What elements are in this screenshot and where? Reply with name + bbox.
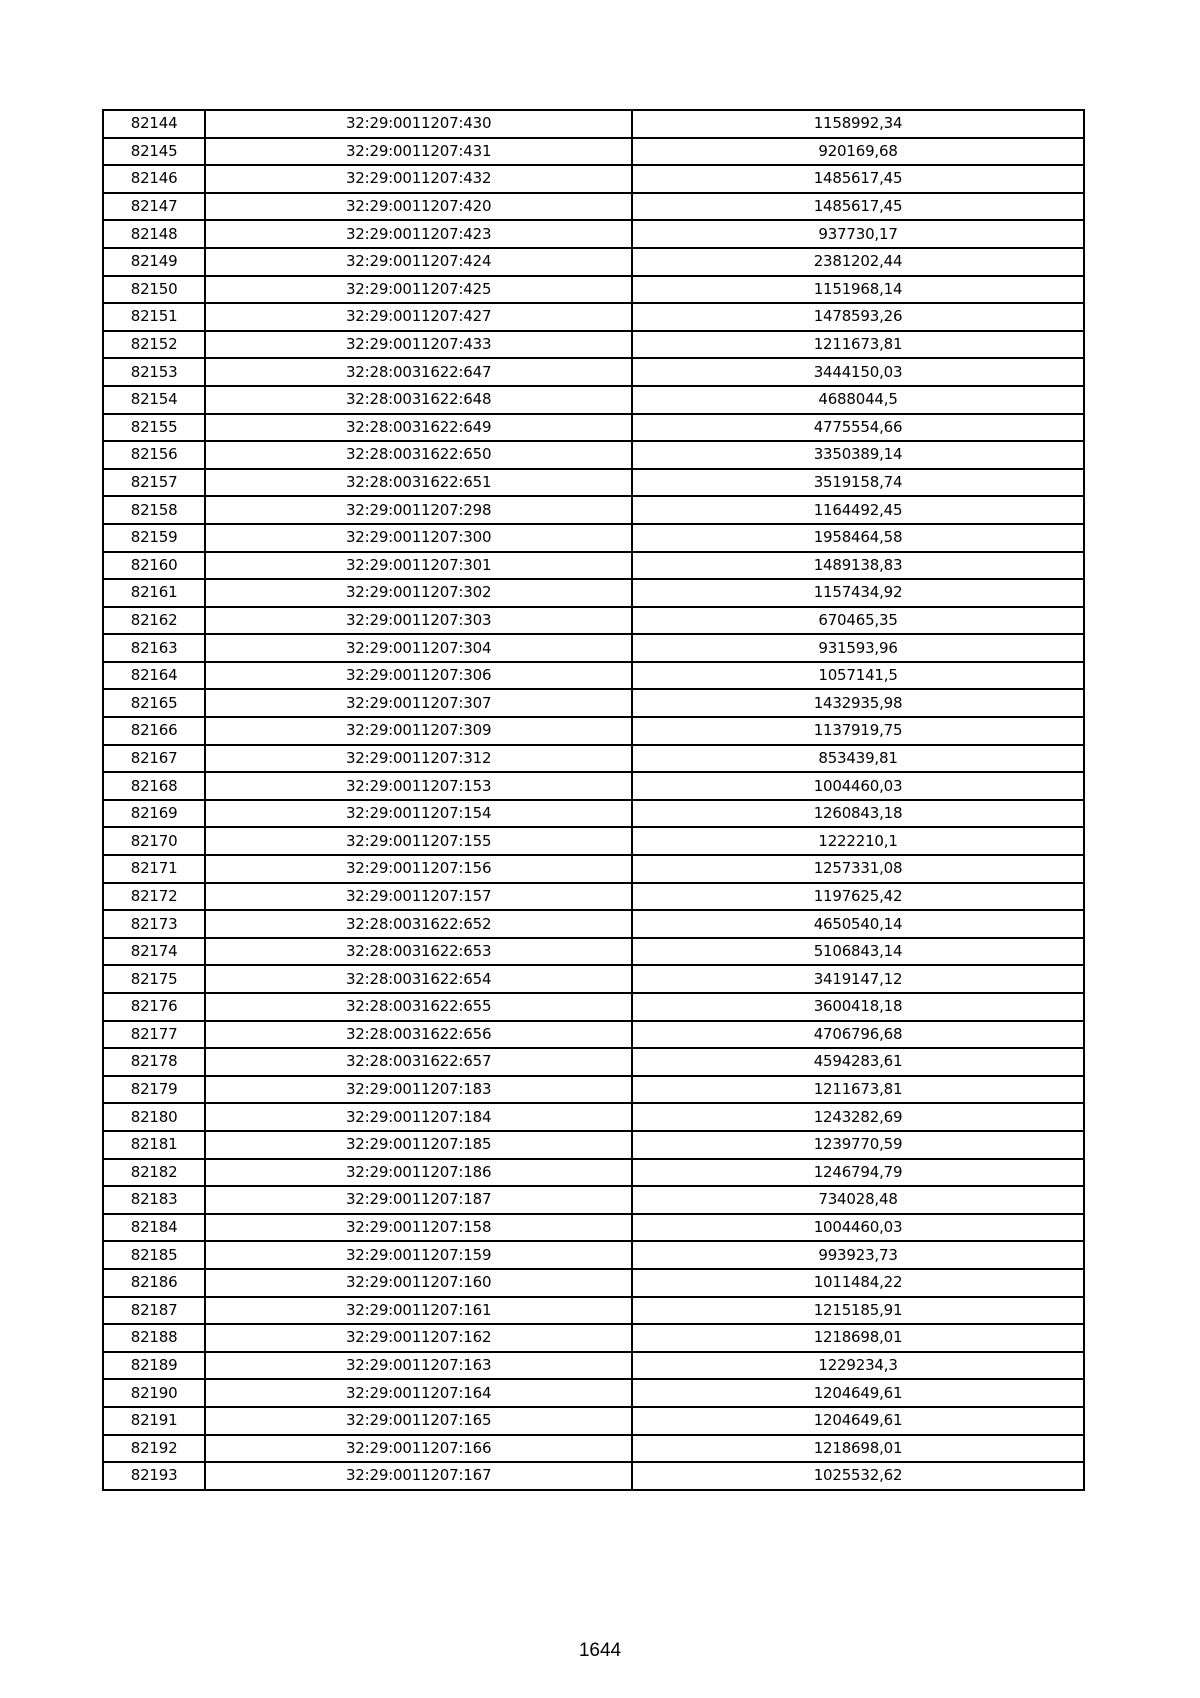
cadastral-value-cell: 1222210,1 [632, 827, 1084, 855]
cadastral-value-cell: 3444150,03 [632, 358, 1084, 386]
row-number-cell: 82153 [103, 358, 205, 386]
row-number-cell: 82154 [103, 386, 205, 414]
row-number-cell: 82183 [103, 1186, 205, 1214]
row-number-cell: 82188 [103, 1324, 205, 1352]
row-number-cell: 82144 [103, 110, 205, 138]
cadastral-number-cell: 32:29:0011207:420 [205, 193, 632, 221]
table-row [103, 1241, 1084, 1269]
table-row [103, 689, 1084, 717]
cadastral-value-cell: 3350389,14 [632, 441, 1084, 469]
cadastral-value-cell: 1151968,14 [632, 276, 1084, 304]
row-number-cell: 82182 [103, 1159, 205, 1187]
row-number-cell: 82175 [103, 965, 205, 993]
table-row [103, 165, 1084, 193]
row-number-cell: 82180 [103, 1103, 205, 1131]
cadastral-number-cell: 32:29:0011207:164 [205, 1379, 632, 1407]
cadastral-number-cell: 32:29:0011207:154 [205, 800, 632, 828]
cadastral-number-cell: 32:29:0011207:167 [205, 1462, 632, 1490]
table-row [103, 1297, 1084, 1325]
cadastral-value-cell: 3419147,12 [632, 965, 1084, 993]
cadastral-number-cell: 32:29:0011207:158 [205, 1214, 632, 1242]
row-number-cell: 82177 [103, 1021, 205, 1049]
cadastral-number-cell: 32:29:0011207:304 [205, 634, 632, 662]
cadastral-number-cell: 32:29:0011207:183 [205, 1076, 632, 1104]
table-row [103, 993, 1084, 1021]
row-number-cell: 82147 [103, 193, 205, 221]
cadastral-value-cell: 1257331,08 [632, 855, 1084, 883]
cadastral-number-cell: 32:29:0011207:157 [205, 883, 632, 911]
row-number-cell: 82191 [103, 1407, 205, 1435]
cadastral-value-cell: 1004460,03 [632, 1214, 1084, 1242]
table-row [103, 358, 1084, 386]
row-number-cell: 82150 [103, 276, 205, 304]
row-number-cell: 82158 [103, 496, 205, 524]
table-row [103, 1103, 1084, 1131]
cadastral-value-cell: 993923,73 [632, 1241, 1084, 1269]
table-body [103, 110, 1084, 1490]
row-number-cell: 82152 [103, 331, 205, 359]
row-number-cell: 82172 [103, 883, 205, 911]
row-number-cell: 82189 [103, 1352, 205, 1380]
table-row [103, 745, 1084, 773]
table-row [103, 1076, 1084, 1104]
row-number-cell: 82166 [103, 717, 205, 745]
cadastral-value-cell: 1229234,3 [632, 1352, 1084, 1380]
cadastral-value-cell: 1489138,83 [632, 552, 1084, 580]
table-row [103, 1407, 1084, 1435]
cadastral-number-cell: 32:28:0031622:657 [205, 1048, 632, 1076]
cadastral-value-cell: 1157434,92 [632, 579, 1084, 607]
cadastral-value-cell: 1246794,79 [632, 1159, 1084, 1187]
row-number-cell: 82193 [103, 1462, 205, 1490]
cadastral-value-cell: 1137919,75 [632, 717, 1084, 745]
cadastral-number-cell: 32:29:0011207:166 [205, 1435, 632, 1463]
cadastral-value-cell: 1485617,45 [632, 193, 1084, 221]
table-row [103, 220, 1084, 248]
cadastral-number-cell: 32:29:0011207:431 [205, 138, 632, 166]
cadastral-number-cell: 32:28:0031622:652 [205, 910, 632, 938]
table-row [103, 827, 1084, 855]
table-row [103, 1269, 1084, 1297]
cadastral-value-cell: 1158992,34 [632, 110, 1084, 138]
table-row [103, 441, 1084, 469]
cadastral-number-cell: 32:29:0011207:300 [205, 524, 632, 552]
page-number: 1644 [578, 1640, 622, 1661]
table-row [103, 579, 1084, 607]
cadastral-number-cell: 32:29:0011207:309 [205, 717, 632, 745]
cadastral-number-cell: 32:28:0031622:647 [205, 358, 632, 386]
row-number-cell: 82171 [103, 855, 205, 883]
cadastral-number-cell: 32:29:0011207:159 [205, 1241, 632, 1269]
row-number-cell: 82156 [103, 441, 205, 469]
table-row [103, 193, 1084, 221]
table-row [103, 1214, 1084, 1242]
cadastral-number-cell: 32:29:0011207:312 [205, 745, 632, 773]
row-number-cell: 82155 [103, 414, 205, 442]
table-row [103, 110, 1084, 138]
cadastral-value-cell: 4706796,68 [632, 1021, 1084, 1049]
cadastral-number-cell: 32:28:0031622:653 [205, 938, 632, 966]
cadastral-value-cell: 1057141,5 [632, 662, 1084, 690]
table-row [103, 1131, 1084, 1159]
cadastral-number-cell: 32:29:0011207:165 [205, 1407, 632, 1435]
table-row [103, 1048, 1084, 1076]
row-number-cell: 82163 [103, 634, 205, 662]
cadastral-value-cell: 4775554,66 [632, 414, 1084, 442]
cadastral-number-cell: 32:28:0031622:650 [205, 441, 632, 469]
table-row [103, 1186, 1084, 1214]
table-row [103, 386, 1084, 414]
cadastral-number-cell: 32:29:0011207:153 [205, 772, 632, 800]
cadastral-number-cell: 32:29:0011207:433 [205, 331, 632, 359]
cadastral-number-cell: 32:28:0031622:648 [205, 386, 632, 414]
cadastral-number-cell: 32:29:0011207:298 [205, 496, 632, 524]
cadastral-value-cell: 4594283,61 [632, 1048, 1084, 1076]
row-number-cell: 82176 [103, 993, 205, 1021]
row-number-cell: 82169 [103, 800, 205, 828]
cadastral-value-cell: 1011484,22 [632, 1269, 1084, 1297]
cadastral-number-cell: 32:28:0031622:656 [205, 1021, 632, 1049]
cadastral-value-cell: 1025532,62 [632, 1462, 1084, 1490]
table-row [103, 965, 1084, 993]
cadastral-number-cell: 32:29:0011207:303 [205, 607, 632, 635]
table-row [103, 469, 1084, 497]
cadastral-value-cell: 1211673,81 [632, 1076, 1084, 1104]
cadastral-value-cell: 931593,96 [632, 634, 1084, 662]
row-number-cell: 82145 [103, 138, 205, 166]
table-row [103, 1435, 1084, 1463]
table-row [103, 1324, 1084, 1352]
cadastral-number-cell: 32:29:0011207:162 [205, 1324, 632, 1352]
cadastral-value-cell: 920169,68 [632, 138, 1084, 166]
cadastral-value-cell: 1432935,98 [632, 689, 1084, 717]
cadastral-number-cell: 32:29:0011207:163 [205, 1352, 632, 1380]
row-number-cell: 82186 [103, 1269, 205, 1297]
cadastral-value-cell: 4688044,5 [632, 386, 1084, 414]
row-number-cell: 82164 [103, 662, 205, 690]
cadastral-value-table [102, 109, 1085, 1491]
cadastral-number-cell: 32:29:0011207:427 [205, 303, 632, 331]
cadastral-value-cell: 1211673,81 [632, 331, 1084, 359]
table-row [103, 524, 1084, 552]
table-row [103, 800, 1084, 828]
cadastral-number-cell: 32:29:0011207:425 [205, 276, 632, 304]
row-number-cell: 82160 [103, 552, 205, 580]
cadastral-value-cell: 670465,35 [632, 607, 1084, 635]
table-row [103, 1462, 1084, 1490]
table-row [103, 855, 1084, 883]
cadastral-number-cell: 32:29:0011207:302 [205, 579, 632, 607]
cadastral-number-cell: 32:29:0011207:187 [205, 1186, 632, 1214]
table-row [103, 662, 1084, 690]
table-row [103, 772, 1084, 800]
cadastral-value-cell: 1204649,61 [632, 1379, 1084, 1407]
row-number-cell: 82157 [103, 469, 205, 497]
table-row [103, 138, 1084, 166]
row-number-cell: 82178 [103, 1048, 205, 1076]
cadastral-number-cell: 32:29:0011207:430 [205, 110, 632, 138]
cadastral-value-cell: 1239770,59 [632, 1131, 1084, 1159]
cadastral-value-cell: 1197625,42 [632, 883, 1084, 911]
table-row [103, 552, 1084, 580]
row-number-cell: 82162 [103, 607, 205, 635]
table-row [103, 938, 1084, 966]
cadastral-number-cell: 32:29:0011207:161 [205, 1297, 632, 1325]
row-number-cell: 82181 [103, 1131, 205, 1159]
table-row [103, 1021, 1084, 1049]
cadastral-value-cell: 1218698,01 [632, 1435, 1084, 1463]
row-number-cell: 82151 [103, 303, 205, 331]
cadastral-value-cell: 853439,81 [632, 745, 1084, 773]
row-number-cell: 82170 [103, 827, 205, 855]
row-number-cell: 82168 [103, 772, 205, 800]
cadastral-number-cell: 32:29:0011207:155 [205, 827, 632, 855]
table-row [103, 276, 1084, 304]
row-number-cell: 82161 [103, 579, 205, 607]
cadastral-value-cell: 3600418,18 [632, 993, 1084, 1021]
row-number-cell: 82146 [103, 165, 205, 193]
cadastral-number-cell: 32:29:0011207:432 [205, 165, 632, 193]
table-row [103, 248, 1084, 276]
table-row [103, 910, 1084, 938]
row-number-cell: 82187 [103, 1297, 205, 1325]
cadastral-number-cell: 32:29:0011207:160 [205, 1269, 632, 1297]
row-number-cell: 82165 [103, 689, 205, 717]
cadastral-value-cell: 1958464,58 [632, 524, 1084, 552]
table-row [103, 496, 1084, 524]
cadastral-value-cell: 5106843,14 [632, 938, 1084, 966]
row-number-cell: 82173 [103, 910, 205, 938]
cadastral-value-cell: 937730,17 [632, 220, 1084, 248]
cadastral-number-cell: 32:29:0011207:186 [205, 1159, 632, 1187]
cadastral-number-cell: 32:29:0011207:424 [205, 248, 632, 276]
table-row [103, 331, 1084, 359]
cadastral-value-cell: 734028,48 [632, 1186, 1084, 1214]
cadastral-value-cell: 1478593,26 [632, 303, 1084, 331]
table-row [103, 1352, 1084, 1380]
cadastral-value-cell: 1243282,69 [632, 1103, 1084, 1131]
cadastral-number-cell: 32:28:0031622:649 [205, 414, 632, 442]
cadastral-number-cell: 32:28:0031622:655 [205, 993, 632, 1021]
row-number-cell: 82192 [103, 1435, 205, 1463]
cadastral-value-cell: 4650540,14 [632, 910, 1084, 938]
table-row [103, 1159, 1084, 1187]
table-row [103, 607, 1084, 635]
cadastral-number-cell: 32:28:0031622:654 [205, 965, 632, 993]
cadastral-number-cell: 32:28:0031622:651 [205, 469, 632, 497]
table-row [103, 414, 1084, 442]
cadastral-value-cell: 1204649,61 [632, 1407, 1084, 1435]
cadastral-number-cell: 32:29:0011207:185 [205, 1131, 632, 1159]
row-number-cell: 82185 [103, 1241, 205, 1269]
cadastral-value-cell: 1218698,01 [632, 1324, 1084, 1352]
row-number-cell: 82167 [103, 745, 205, 773]
row-number-cell: 82184 [103, 1214, 205, 1242]
row-number-cell: 82159 [103, 524, 205, 552]
cadastral-value-cell: 1164492,45 [632, 496, 1084, 524]
cadastral-value-cell: 1260843,18 [632, 800, 1084, 828]
row-number-cell: 82190 [103, 1379, 205, 1407]
cadastral-number-cell: 32:29:0011207:301 [205, 552, 632, 580]
row-number-cell: 82149 [103, 248, 205, 276]
row-number-cell: 82174 [103, 938, 205, 966]
cadastral-value-cell: 1485617,45 [632, 165, 1084, 193]
cadastral-number-cell: 32:29:0011207:156 [205, 855, 632, 883]
cadastral-value-cell: 1004460,03 [632, 772, 1084, 800]
table-row [103, 883, 1084, 911]
cadastral-number-cell: 32:29:0011207:307 [205, 689, 632, 717]
cadastral-value-cell: 3519158,74 [632, 469, 1084, 497]
cadastral-value-cell: 1215185,91 [632, 1297, 1084, 1325]
cadastral-number-cell: 32:29:0011207:306 [205, 662, 632, 690]
row-number-cell: 82179 [103, 1076, 205, 1104]
table-row [103, 303, 1084, 331]
table-row [103, 717, 1084, 745]
row-number-cell: 82148 [103, 220, 205, 248]
cadastral-number-cell: 32:29:0011207:184 [205, 1103, 632, 1131]
table-row [103, 1379, 1084, 1407]
cadastral-value-cell: 2381202,44 [632, 248, 1084, 276]
cadastral-number-cell: 32:29:0011207:423 [205, 220, 632, 248]
table-row [103, 634, 1084, 662]
